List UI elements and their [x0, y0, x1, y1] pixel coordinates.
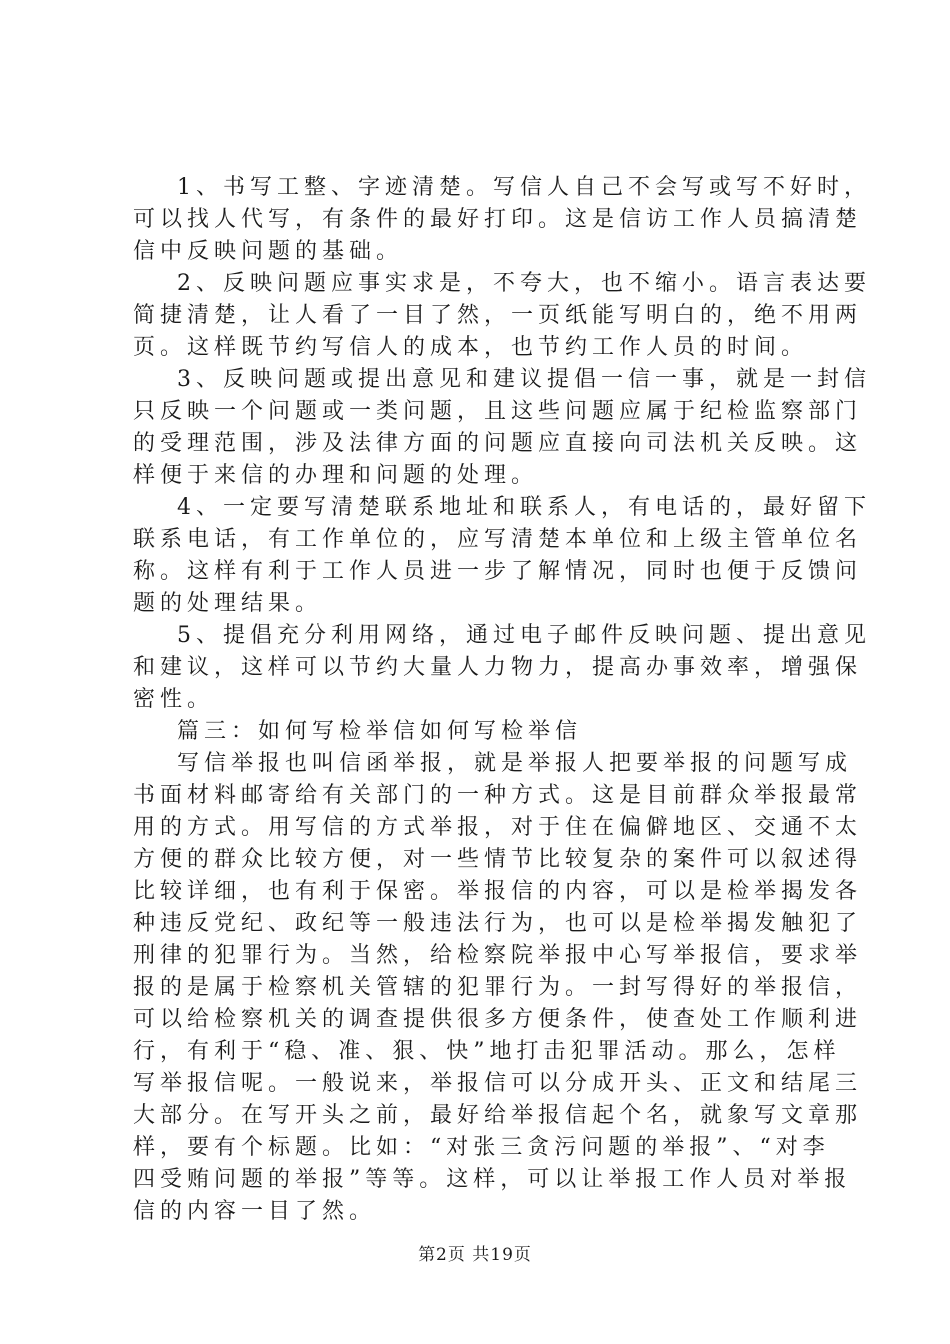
- paragraph-6-line-14: 四受贿问题的举报”等等。这样，可以让举报工作人员对举报: [133, 1167, 852, 1192]
- paragraph-4-line-2: 联系电话，有工作单位的，应写清楚本单位和上级主管单位名: [133, 527, 863, 552]
- paragraph-5-line-3: 密性。: [133, 687, 215, 712]
- section-heading: 篇三：如何写检举信如何写检举信: [177, 719, 583, 744]
- paragraph-4-line-1: 4、一定要写清楚联系地址和联系人，有电话的，最好留下: [177, 495, 871, 520]
- paragraph-6-line-3: 用的方式。用写信的方式举报，对于住在偏僻地区、交通不太: [133, 815, 863, 840]
- paragraph-6-line-9: 可以给检察机关的调查提供很多方便条件，使查处工作顺利进: [133, 1007, 863, 1032]
- paragraph-2-line-1: 2、反映问题应事实求是，不夸大，也不缩小。语言表达要: [177, 271, 871, 296]
- paragraph-6-line-7: 刑律的犯罪行为。当然，给检察院举报中心写举报信，要求举: [133, 943, 863, 968]
- paragraph-6-line-10: 行，有利于“稳、准、狠、快”地打击犯罪活动。那么，怎样: [133, 1039, 841, 1064]
- paragraph-3-line-1: 3、反映问题或提出意见和建议提倡一信一事，就是一封信: [177, 367, 871, 392]
- paragraph-6-line-6: 种违反党纪、政纪等一般违法行为，也可以是检举揭发触犯了: [133, 911, 863, 936]
- paragraph-6-line-5: 比较详细，也有利于保密。举报信的内容，可以是检举揭发各: [133, 879, 863, 904]
- paragraph-6-line-12: 大部分。在写开头之前，最好给举报信起个名，就象写文章那: [133, 1103, 863, 1128]
- paragraph-6-line-1: 写信举报也叫信函举报，就是举报人把要举报的问题写成: [177, 751, 853, 776]
- paragraph-5-line-2: 和建议，这样可以节约大量人力物力，提高办事效率，增强保: [133, 655, 863, 680]
- paragraph-3-line-2: 只反映一个问题或一类问题，且这些问题应属于纪检监察部门: [133, 399, 863, 424]
- paragraph-1-line-3: 信中反映问题的基础。: [133, 239, 404, 264]
- paragraph-1-line-2: 可以找人代写，有条件的最好打印。这是信访工作人员搞清楚: [133, 207, 863, 232]
- paragraph-6-line-15: 信的内容一目了然。: [133, 1199, 377, 1224]
- page-number-footer: 第2页 共19页: [418, 1245, 532, 1265]
- paragraph-3-line-4: 样便于来信的办理和问题的处理。: [133, 463, 539, 488]
- paragraph-3-line-3: 的受理范围，涉及法律方面的问题应直接向司法机关反映。这: [133, 431, 863, 456]
- paragraph-5-line-1: 5、提倡充分利用网络，通过电子邮件反映问题、提出意见: [177, 623, 871, 648]
- paragraph-6-line-11: 写举报信呢。一般说来，举报信可以分成开头、正文和结尾三: [133, 1071, 863, 1096]
- paragraph-1-line-1: 1、书写工整、字迹清楚。写信人自己不会写或写不好时，: [177, 175, 871, 200]
- paragraph-6-line-8: 报的是属于检察机关管辖的犯罪行为。一封写得好的举报信，: [133, 975, 863, 1000]
- paragraph-6-line-2: 书面材料邮寄给有关部门的一种方式。这是目前群众举报最常: [133, 783, 863, 808]
- paragraph-2-line-2: 简捷清楚，让人看了一目了然，一页纸能写明白的，绝不用两: [133, 303, 863, 328]
- paragraph-6-line-4: 方便的群众比较方便，对一些情节比较复杂的案件可以叙述得: [133, 847, 863, 872]
- paragraph-6-line-13: 样，要有个标题。比如：“对张三贪污问题的举报”、“对李: [133, 1135, 830, 1160]
- paragraph-4-line-4: 题的处理结果。: [133, 591, 323, 616]
- paragraph-4-line-3: 称。这样有利于工作人员进一步了解情况，同时也便于反馈问: [133, 559, 863, 584]
- document-body: [133, 172, 871, 1228]
- paragraph-2-line-3: 页。这样既节约写信人的成本，也节约工作人员的时间。: [133, 335, 809, 360]
